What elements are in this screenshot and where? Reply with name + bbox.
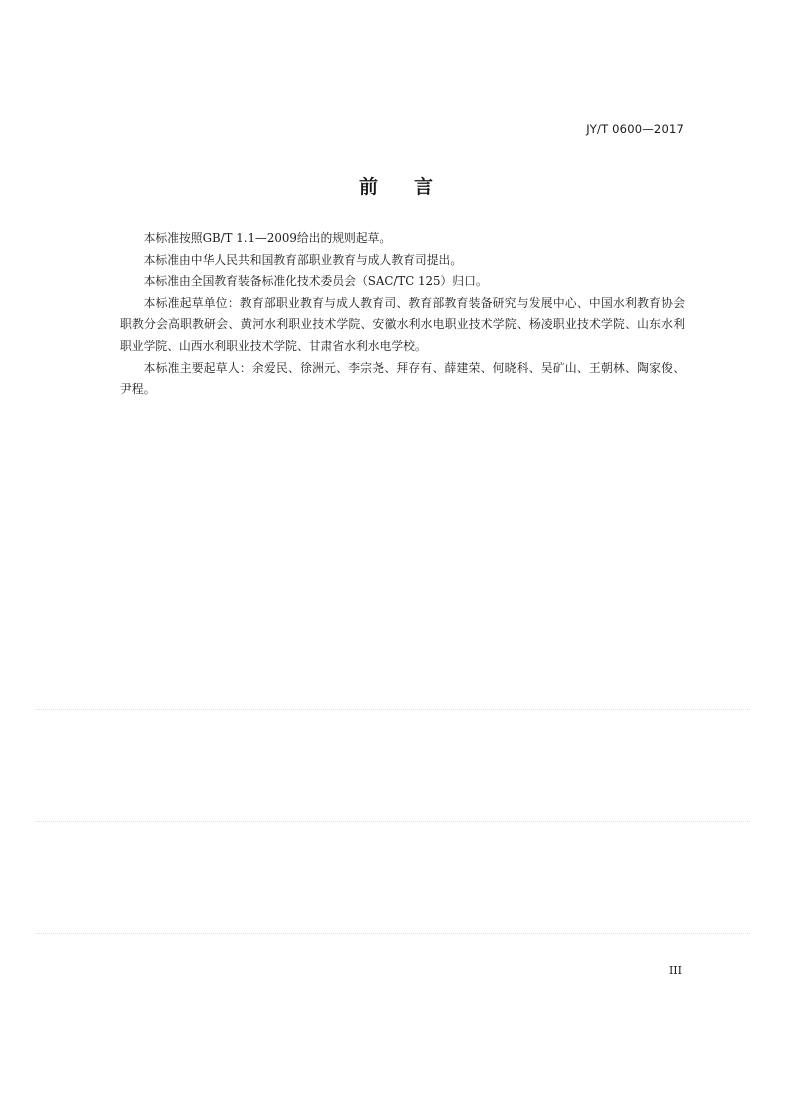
paragraph-drafting-units: 本标准起草单位：教育部职业教育与成人教育司、教育部教育装备研究与发展中心、中国水利教育协会职教分会高职教研会、黄河水利职业技术学院、安徽水利水电职业技术学院、杨凌职业技术学院、山东水利职业学院、山西水利职业技术学院、甘肃省水利水电学校。 — [120, 295, 685, 353]
standard-number: JY/T 0600—2017 — [586, 122, 684, 136]
page-title: 前言 — [358, 176, 469, 198]
paragraph-technical-committee: 本标准由全国教育装备标准化技术委员会（SAC/TC 125）归口。 — [143, 274, 488, 289]
divider-line — [36, 933, 750, 934]
preface-body — [120, 228, 685, 401]
page-number: III — [668, 964, 682, 977]
paragraph-drafting-rules: 本标准按照GB/T 1.1—2009给出的规则起草。 — [143, 231, 392, 245]
paragraph-proposer: 本标准由中华人民共和国教育部职业教育与成人教育司提出。 — [143, 252, 463, 267]
paragraph-drafters: 本标准主要起草人：余爱民、徐洲元、李宗尧、拜存有、薛建荣、何晓科、吴矿山、王朝林、陶家俊、尹程。 — [120, 360, 685, 397]
divider-line — [36, 709, 750, 710]
divider-line — [36, 821, 750, 822]
